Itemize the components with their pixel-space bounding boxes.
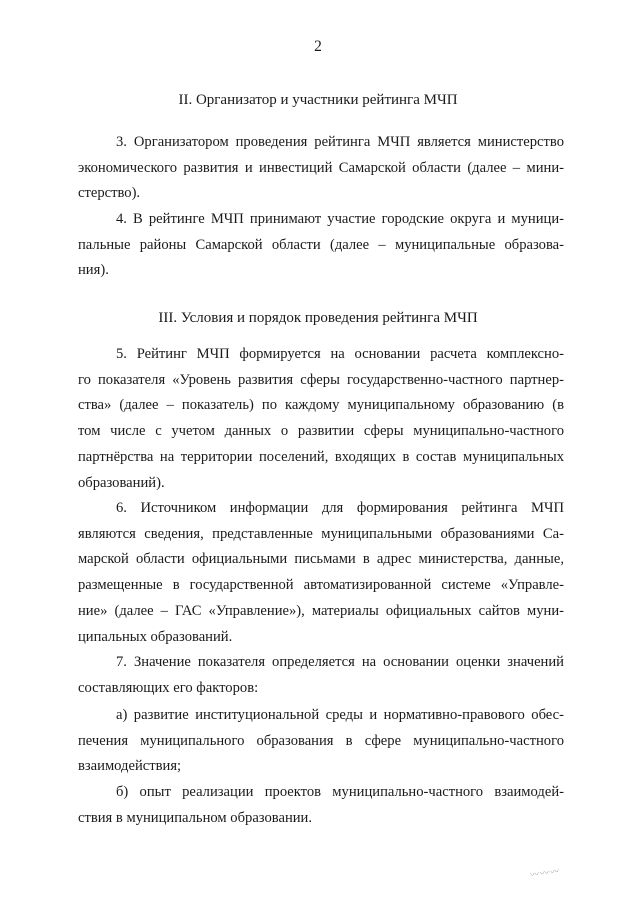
text-line: печения муниципального образования в сфере муниципально-частного (78, 732, 564, 749)
text-line: составляющих его факторов: (78, 679, 259, 696)
text-line: 5. Рейтинг МЧП формируется на основании расчета комплексно- (116, 346, 564, 362)
section-heading-2: II. Организатор и участники рейтинга МЧП (178, 92, 458, 108)
text-line: ства» (далее – показатель) по каждому муниципальному образованию (в (78, 397, 564, 414)
page-number: 2 (314, 38, 322, 55)
text-line: 4. В рейтинге МЧП принимают участие городские округа и муници- (116, 211, 564, 227)
text-line: ствия в муниципальном образовании. (78, 809, 313, 826)
text-line: взаимодействия; (78, 758, 182, 775)
text-line: 3. Организатором проведения рейтинга МЧП является министерство (116, 134, 564, 150)
text-line: ние» (далее – ГАС «Управление»), материалы официальных сайтов муни- (78, 602, 564, 619)
paragraph-3 (78, 130, 564, 207)
text-line: 7. Значение показателя определяется на основании оценки значений (116, 654, 564, 670)
text-line: 6. Источником информации для формирования рейтинга МЧП (116, 500, 564, 516)
section-heading-3: III. Условия и порядок проведения рейтинга МЧП (158, 310, 478, 326)
text-line: являются сведения, представленные муниципальными образованиями Са- (78, 525, 564, 542)
paragraph-5 (78, 342, 564, 496)
text-line: го показателя «Уровень развития сферы государственно-частного партнер- (78, 371, 564, 388)
paragraph-7 (78, 650, 564, 701)
text-line: стерство). (78, 185, 141, 202)
text-line: партнёрства на территории поселений, входящих в состав муниципальных (78, 448, 564, 465)
paragraph-4 (78, 207, 564, 284)
text-line: марской области официальными письмами в адрес министерства, данные, (78, 551, 564, 568)
text-line: экономического развития и инвестиций Самарской области (далее – мини- (78, 159, 564, 176)
text-line: ципальных образований. (78, 628, 233, 645)
text-line: б) опыт реализации проектов муниципально-частного взаимодей- (116, 784, 564, 800)
text-line: образований). (78, 474, 165, 491)
text-line: а) развитие институциональной среды и нормативно-правового обес- (116, 707, 564, 723)
text-line: размещенные в государственной автоматизированной системе «Управле- (78, 577, 564, 594)
list-item-b (78, 780, 564, 831)
paragraph-6 (78, 496, 564, 650)
text-line: ния). (78, 262, 109, 279)
list-item-a (78, 703, 564, 780)
text-line: пальные районы Самарской области (далее – муниципальные образова- (78, 236, 564, 253)
signature-mark: 〰〰〰 (529, 866, 561, 882)
text-line: том числе с учетом данных о развитии сферы муниципально-частного (78, 423, 564, 440)
